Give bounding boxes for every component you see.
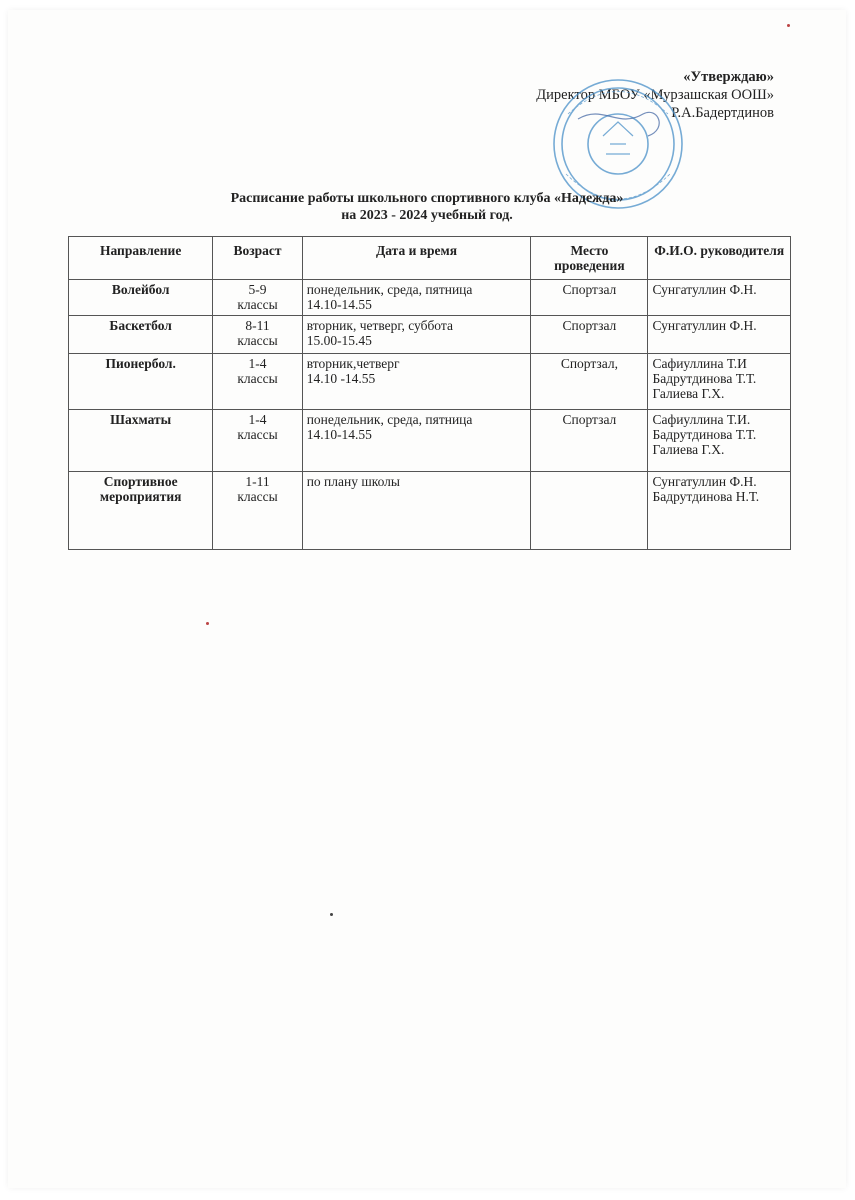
header-age: Возраст (213, 237, 302, 280)
cell-leader (648, 472, 791, 550)
cell-datetime (302, 316, 531, 354)
cell-leader-line: Бадрутдинова Т.Т. (652, 371, 757, 386)
cell-age-line: классы (237, 333, 278, 348)
table-row (69, 410, 791, 472)
cell-datetime-line: понедельник, среда, пятница (306, 412, 473, 427)
cell-leader (648, 280, 791, 316)
cell-place: Спортзал (531, 410, 648, 472)
cell-place (531, 472, 648, 550)
cell-age-line: 5-9 (248, 282, 267, 297)
cell-age-line: 1-4 (248, 412, 267, 427)
cell-age-line: 8-11 (245, 318, 270, 333)
cell-direction (69, 316, 213, 354)
cell-leader (648, 354, 791, 410)
cell-datetime-line: по плану школы (306, 474, 400, 489)
cell-leader (648, 410, 791, 472)
cell-leader-line: Сафиуллина Т.И. (652, 412, 751, 427)
cell-direction (69, 354, 213, 410)
approval-title: «Утверждаю» (683, 69, 774, 85)
cell-age (213, 354, 302, 410)
cell-direction (69, 410, 213, 472)
cell-datetime-line: 14.10-14.55 (306, 427, 372, 442)
heading-line-1: Расписание работы школьного спортивного клуба «Надежда» (230, 191, 624, 206)
cell-leader-line: Бадрутдинова Т.Т. (652, 427, 757, 442)
cell-direction-line: Пионербол. (105, 356, 176, 371)
cell-age (213, 472, 302, 550)
cell-direction-line: Баскетбол (109, 318, 172, 333)
cell-direction (69, 472, 213, 550)
header-direction: Направление (69, 237, 213, 280)
cell-datetime (302, 410, 531, 472)
cell-datetime-line: 15.00-15.45 (306, 333, 372, 348)
heading-line-2: на 2023 - 2024 учебный год. (341, 208, 513, 223)
cell-leader-line: Бадрутдинова Н.Т. (652, 489, 760, 504)
table-row (69, 316, 791, 354)
cell-age (213, 410, 302, 472)
scan-speck (330, 913, 333, 916)
cell-leader-line: Сунгатуллин Ф.Н. (652, 318, 757, 333)
cell-age-line: 1-4 (248, 356, 267, 371)
table-row (69, 280, 791, 316)
cell-leader-line: Сунгатуллин Ф.Н. (652, 282, 757, 297)
cell-age-line: классы (237, 489, 278, 504)
cell-age-line: классы (237, 371, 278, 386)
cell-leader-line: Сафиуллина Т.И (652, 356, 747, 371)
cell-datetime-line: понедельник, среда, пятница (306, 282, 473, 297)
cell-direction-line: мероприятия (99, 489, 182, 504)
cell-place: Спортзал, (531, 354, 648, 410)
cell-leader-line: Галиева Г.Х. (652, 386, 725, 401)
document-page (8, 10, 846, 1188)
schedule-table (68, 236, 791, 550)
header-row (69, 237, 791, 280)
cell-age-line: классы (237, 297, 278, 312)
cell-datetime (302, 280, 531, 316)
cell-age-line: классы (237, 427, 278, 442)
cell-leader-line: Галиева Г.Х. (652, 442, 725, 457)
cell-datetime (302, 472, 531, 550)
cell-place: Спортзал (531, 316, 648, 354)
cell-place: Спортзал (531, 280, 648, 316)
cell-age (213, 280, 302, 316)
table-row (69, 472, 791, 550)
approval-position: Директор МБОУ «Мурзашская ООШ» (536, 87, 774, 103)
cell-datetime-line: вторник, четверг, суббота (306, 318, 453, 333)
cell-leader-line: Сунгатуллин Ф.Н. (652, 474, 757, 489)
scan-speck (787, 24, 790, 27)
cell-direction-line: Волейбол (111, 282, 170, 297)
table-row (69, 354, 791, 410)
header-place: Место проведения (531, 237, 648, 280)
cell-datetime (302, 354, 531, 410)
cell-datetime-line: вторник,четверг (306, 356, 400, 371)
cell-direction (69, 280, 213, 316)
approval-signatory: Р.А.Бадертдинов (671, 105, 774, 121)
scan-speck (206, 622, 209, 625)
cell-datetime-line: 14.10-14.55 (306, 297, 372, 312)
cell-datetime-line: 14.10 -14.55 (306, 371, 376, 386)
cell-age-line: 1-11 (245, 474, 270, 489)
document-heading (8, 190, 846, 224)
cell-leader (648, 316, 791, 354)
header-datetime: Дата и время (302, 237, 531, 280)
cell-direction-line: Шахматы (110, 412, 172, 427)
cell-direction-line: Спортивное (103, 474, 178, 489)
header-leader: Ф.И.О. руководителя (648, 237, 791, 280)
cell-age (213, 316, 302, 354)
